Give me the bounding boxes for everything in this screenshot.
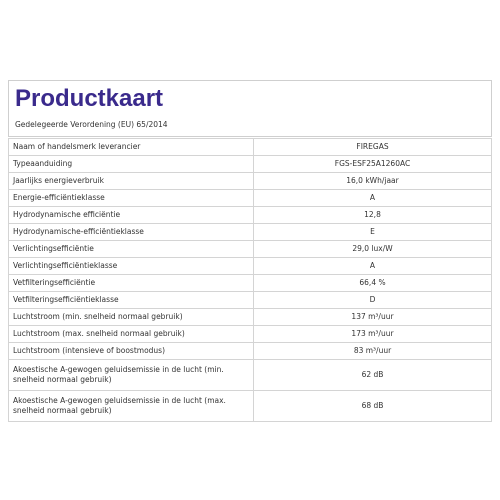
row-value: FIREGAS bbox=[254, 139, 492, 156]
row-value: 62 dB bbox=[254, 360, 492, 391]
row-label: Hydrodynamische efficiëntie bbox=[9, 207, 254, 224]
row-label: Hydrodynamische-efficiëntieklasse bbox=[9, 224, 254, 241]
row-label: Akoestische A-gewogen geluidsemissie in de lucht (max. snelheid normaal gebruik) bbox=[9, 391, 254, 422]
page-title: Productkaart bbox=[15, 85, 164, 112]
title-cell bbox=[8, 80, 492, 116]
table-row bbox=[9, 173, 492, 190]
table-row bbox=[9, 292, 492, 309]
table-row bbox=[9, 258, 492, 275]
row-label: Luchtstroom (max. snelheid normaal gebruik) bbox=[9, 326, 254, 343]
row-value: 68 dB bbox=[254, 391, 492, 422]
row-value: FGS-ESF25A1260AC bbox=[254, 156, 492, 173]
row-value: D bbox=[254, 292, 492, 309]
table-row bbox=[9, 391, 492, 422]
row-label: Energie-efficiëntieklasse bbox=[9, 190, 254, 207]
table-row bbox=[9, 275, 492, 292]
row-value: 173 m³/uur bbox=[254, 326, 492, 343]
table-row bbox=[9, 190, 492, 207]
row-value: A bbox=[254, 258, 492, 275]
row-value: 29,0 lux/W bbox=[254, 241, 492, 258]
row-label: Typeaanduiding bbox=[9, 156, 254, 173]
row-value: 66,4 % bbox=[254, 275, 492, 292]
row-label: Vetfilteringsefficiëntieklasse bbox=[9, 292, 254, 309]
subtitle-cell bbox=[8, 116, 492, 137]
row-label: Luchtstroom (min. snelheid normaal gebruik) bbox=[9, 309, 254, 326]
table-row bbox=[9, 139, 492, 156]
product-card bbox=[8, 80, 492, 418]
row-value: 16,0 kWh/jaar bbox=[254, 173, 492, 190]
row-value: A bbox=[254, 190, 492, 207]
regulation-subtitle: Gedelegeerde Verordening (EU) 65/2014 bbox=[15, 120, 168, 129]
row-value: 12,8 bbox=[254, 207, 492, 224]
spec-table bbox=[8, 138, 492, 422]
row-label: Verlichtingsefficiëntieklasse bbox=[9, 258, 254, 275]
row-label: Luchtstroom (intensieve of boostmodus) bbox=[9, 343, 254, 360]
table-row bbox=[9, 309, 492, 326]
row-label: Jaarlijks energieverbruik bbox=[9, 173, 254, 190]
table-row bbox=[9, 360, 492, 391]
row-value: 83 m³/uur bbox=[254, 343, 492, 360]
row-label: Akoestische A-gewogen geluidsemissie in de lucht (min. snelheid normaal gebruik) bbox=[9, 360, 254, 391]
table-row bbox=[9, 207, 492, 224]
table-row bbox=[9, 241, 492, 258]
row-label: Vetfilteringsefficiëntie bbox=[9, 275, 254, 292]
row-value: 137 m³/uur bbox=[254, 309, 492, 326]
row-label: Naam of handelsmerk leverancier bbox=[9, 139, 254, 156]
table-row bbox=[9, 343, 492, 360]
table-row bbox=[9, 326, 492, 343]
row-label: Verlichtingsefficiëntie bbox=[9, 241, 254, 258]
row-value: E bbox=[254, 224, 492, 241]
table-row bbox=[9, 156, 492, 173]
table-row bbox=[9, 224, 492, 241]
